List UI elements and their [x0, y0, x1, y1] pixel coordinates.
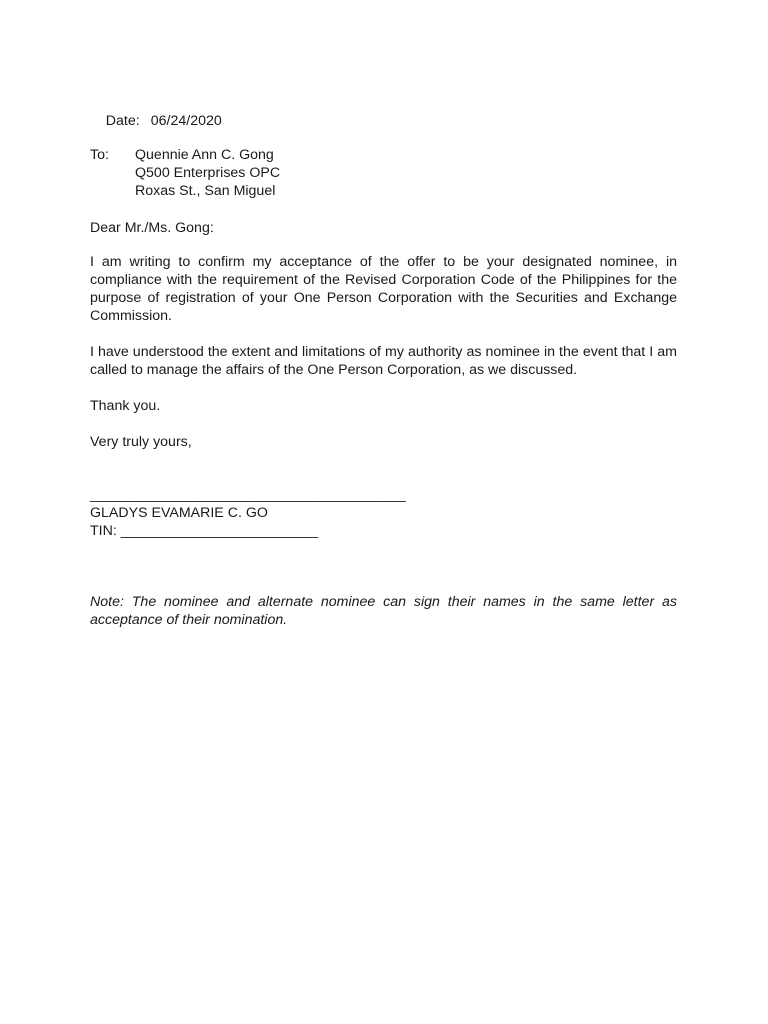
body-paragraph-1: I am writing to confirm my acceptance of the offer to be your designated nominee, in compliance with the requirement of the Revised Corporation Code of the Philippines for the purpose of registration of your One Person Corporation with the Securities and Exchange Commission. [90, 254, 677, 324]
closing-line: Very truly yours, [90, 434, 192, 450]
recipient-address [135, 146, 435, 200]
recipient-name: Quennie Ann C. Gong [135, 147, 274, 163]
nomination-note: Note: The nominee and alternate nominee can sign their names in the same letter as acceptance of their nomination. [90, 594, 677, 628]
tin-field: TIN: _________________________ [90, 523, 318, 539]
signer-name: GLADYS EVAMARIE C. GO [90, 505, 268, 521]
recipient-label: To: [90, 147, 109, 163]
date-label: Date: [105, 113, 140, 129]
recipient-company: Q500 Enterprises OPC [135, 165, 281, 181]
date-row [90, 94, 222, 148]
salutation: Dear Mr./Ms. Gong: [90, 220, 214, 236]
signature-line: ________________________________________ [90, 487, 406, 503]
date-value: 06/24/2020 [150, 113, 222, 129]
body-paragraph-2: I have understood the extent and limitations of my authority as nominee in the event that I am called to manage the affairs of the One Person Corporation, as we discussed. [90, 344, 677, 378]
recipient-street: Roxas St., San Miguel [135, 183, 276, 199]
thanks-line: Thank you. [90, 398, 161, 414]
